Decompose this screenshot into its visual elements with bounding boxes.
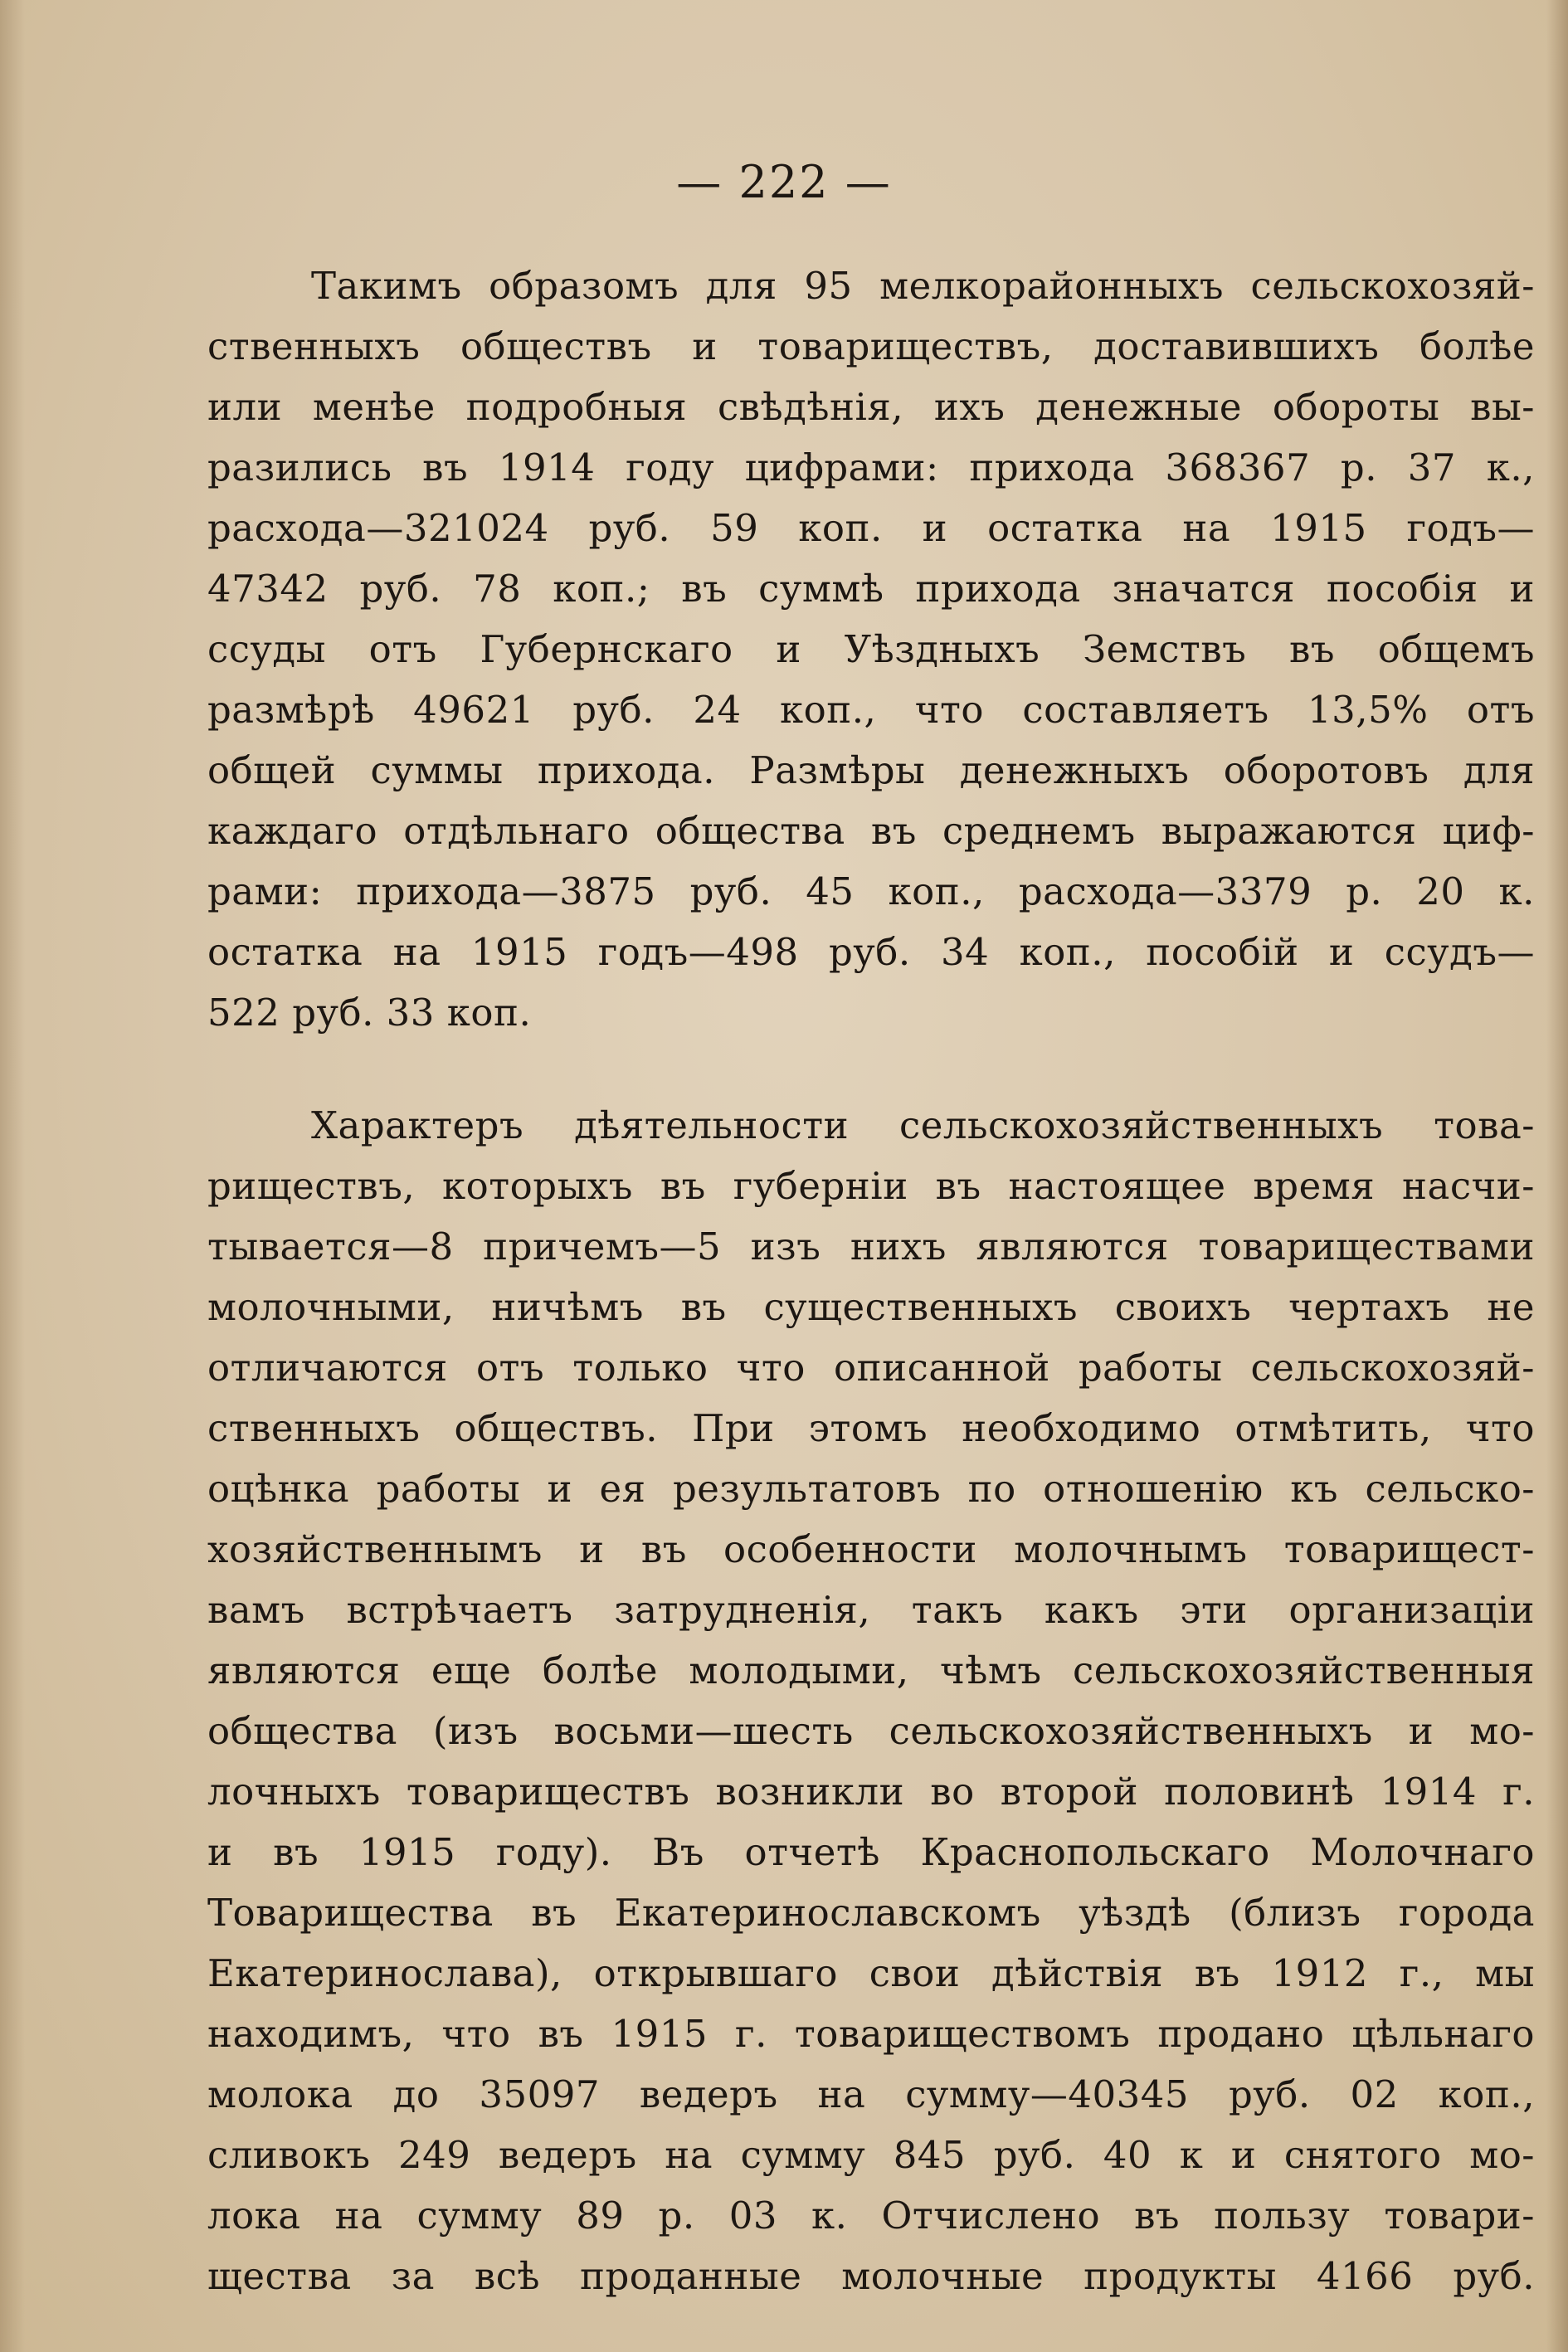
text-line: расхода—321024 руб. 59 коп. и остатка на 1915 годъ— xyxy=(207,506,1535,550)
text-line: общей суммы прихода. Размѣры денежныхъ оборотовъ для xyxy=(207,748,1535,792)
page-edge-shadow-left xyxy=(0,0,25,2352)
text-line: молока до 35097 ведеръ на сумму—40345 руб. 02 коп., xyxy=(207,2072,1535,2116)
text-line: находимъ, что въ 1915 г. товариществомъ продано цѣльнаго xyxy=(207,2012,1535,2056)
text-line: размѣрѣ 49621 руб. 24 коп., что составляетъ 13,5% отъ xyxy=(207,688,1535,732)
text-line: ственныхъ обществъ и товариществъ, доставившихъ болѣе xyxy=(207,324,1535,368)
text-line: рами: прихода—3875 руб. 45 коп., расхода—3379 р. 20 к. xyxy=(207,869,1535,913)
paragraph-1 xyxy=(207,256,1535,1043)
text-line: риществъ, которыхъ въ губерніи въ настоящее время насчи- xyxy=(207,1164,1535,1208)
page-edge-shadow-right xyxy=(1546,0,1568,2352)
text-line: и въ 1915 году). Въ отчетѣ Краснопольскаго Молочнаго xyxy=(207,1830,1535,1874)
text-line: оцѣнка работы и ея результатовъ по отношенію къ сельско- xyxy=(207,1467,1535,1511)
text-line: каждаго отдѣльнаго общества въ среднемъ выражаются циф- xyxy=(207,809,1535,853)
text-line: Екатеринослава), открывшаго свои дѣйствія въ 1912 г., мы xyxy=(207,1951,1535,1995)
text-line: лока на сумму 89 р. 03 к. Отчислено въ пользу товари- xyxy=(207,2194,1535,2238)
text-line: Характеръ дѣятельности сельскохозяйственныхъ това- xyxy=(311,1103,1535,1147)
text-line: или менѣе подробныя свѣдѣнія, ихъ денежные обороты вы- xyxy=(207,385,1535,429)
text-line: остатка на 1915 годъ—498 руб. 34 коп., пособій и ссудъ— xyxy=(207,930,1535,974)
text-line: Товарищества въ Екатеринославскомъ уѣздѣ (близъ города xyxy=(207,1891,1535,1935)
text-line: лочныхъ товариществъ возникли во второй половинѣ 1914 г. xyxy=(207,1770,1535,1814)
text-line: сливокъ 249 ведеръ на сумму 845 руб. 40 к и снятого мо- xyxy=(207,2133,1535,2177)
text-line: 47342 руб. 78 коп.; въ суммѣ прихода значатся пособія и xyxy=(207,567,1535,611)
paragraph-2 xyxy=(207,1095,1535,2306)
text-line: разились въ 1914 году цифрами: прихода 368367 р. 37 к., xyxy=(207,446,1535,489)
text-line: общества (изъ восьми—шесть сельскохозяйственныхъ и мо- xyxy=(207,1709,1535,1753)
text-line: 522 руб. 33 коп. xyxy=(207,991,532,1035)
text-line: являются еще болѣе молодыми, чѣмъ сельскохозяйственныя xyxy=(207,1648,1535,1692)
page-number: — 222 — xyxy=(676,156,892,208)
text-line: Такимъ образомъ для 95 мелкорайонныхъ сельскохозяй- xyxy=(311,264,1535,308)
text-line: тывается—8 причемъ—5 изъ нихъ являются товариществами xyxy=(207,1225,1535,1269)
text-line: ственныхъ обществъ. При этомъ необходимо отмѣтить, что xyxy=(207,1406,1535,1450)
text-line: вамъ встрѣчаетъ затрудненія, такъ какъ эти организаціи xyxy=(207,1588,1535,1632)
text-line: ссуды отъ Губернскаго и Уѣздныхъ Земствъ въ общемъ xyxy=(207,627,1535,671)
text-line: щества за всѣ проданные молочные продукты 4166 руб. xyxy=(207,2254,1535,2298)
text-line: отличаются отъ только что описанной работы сельскохозяй- xyxy=(207,1346,1535,1390)
text-line: хозяйственнымъ и въ особенности молочнымъ товарищест- xyxy=(207,1527,1535,1571)
text-line: молочными, ничѣмъ въ существенныхъ своихъ чертахъ не xyxy=(207,1285,1535,1329)
